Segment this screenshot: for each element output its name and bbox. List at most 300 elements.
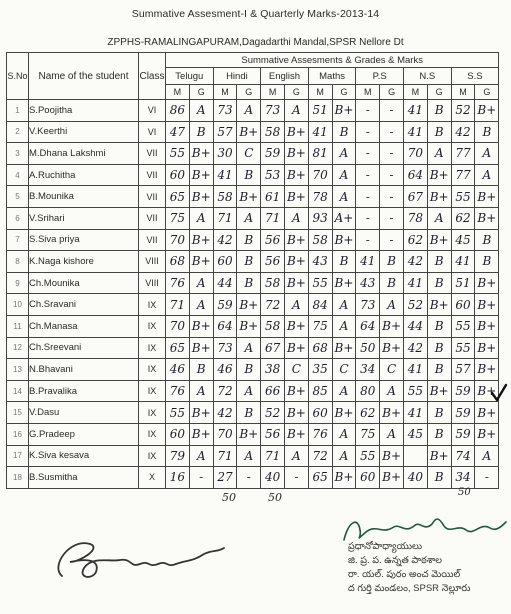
grade-cell: B+ bbox=[475, 402, 499, 424]
marks-cell: 72 bbox=[261, 294, 285, 316]
student-name: B.Mounika bbox=[29, 186, 139, 208]
student-class: VIII bbox=[139, 251, 166, 273]
marks-cell: 80 bbox=[356, 380, 380, 402]
grade-cell: B+ bbox=[189, 423, 213, 445]
grade-cell: A bbox=[237, 380, 261, 402]
student-name: M.Dhana Lakshmi bbox=[29, 143, 139, 165]
marks-cell: 41 bbox=[451, 251, 475, 273]
table-row bbox=[7, 251, 499, 273]
table-row bbox=[7, 229, 499, 251]
marks-cell: 73 bbox=[261, 100, 285, 122]
grade-cell: B bbox=[237, 402, 261, 424]
marks-cell: 41 bbox=[308, 121, 332, 143]
marks-cell: - bbox=[356, 100, 380, 122]
marks-cell: 77 bbox=[451, 164, 475, 186]
row-number: 16 bbox=[7, 423, 29, 445]
grade-cell: A bbox=[475, 164, 499, 186]
grade-cell: B+ bbox=[284, 423, 308, 445]
grade-cell: C bbox=[380, 359, 404, 381]
marks-cell: 38 bbox=[261, 359, 285, 381]
grade-cell: B+ bbox=[284, 121, 308, 143]
marks-cell: 68 bbox=[166, 251, 190, 273]
stamp-line-2: జి. ప్ర. ప. ఉన్నత పాఠశాల bbox=[348, 555, 442, 566]
marks-cell: 42 bbox=[451, 121, 475, 143]
grade-cell: - bbox=[380, 207, 404, 229]
grade-cell: B+ bbox=[427, 445, 451, 467]
grade-cell: A bbox=[189, 294, 213, 316]
marks-cell: 55 bbox=[308, 272, 332, 294]
marks-cell: 55 bbox=[451, 315, 475, 337]
marks-cell: 84 bbox=[308, 294, 332, 316]
grade-cell: B+ bbox=[189, 164, 213, 186]
row-number: 18 bbox=[7, 467, 29, 489]
student-class: IX bbox=[139, 315, 166, 337]
grade-cell: B+ bbox=[332, 402, 356, 424]
teacher-signature bbox=[40, 532, 240, 589]
marks-cell: 58 bbox=[308, 229, 332, 251]
grade-cell: B+ bbox=[427, 164, 451, 186]
grade-cell: A bbox=[332, 294, 356, 316]
group-header: Summative Assesments & Grades & Marks bbox=[166, 53, 499, 68]
marks-cell: 60 bbox=[213, 251, 237, 273]
student-class: IX bbox=[139, 445, 166, 467]
ss-max-annotation: 50 bbox=[458, 487, 471, 498]
marks-cell: 42 bbox=[213, 229, 237, 251]
document-title: Summative Assesment-I & Quarterly Marks-2013-14 bbox=[131, 8, 380, 20]
grade-cell: A bbox=[237, 100, 261, 122]
marks-cell: 75 bbox=[166, 207, 190, 229]
grade-cell: B bbox=[380, 251, 404, 273]
marks-subheader: M bbox=[403, 85, 427, 100]
student-class: IX bbox=[139, 294, 166, 316]
row-number: 6 bbox=[7, 207, 29, 229]
marks-cell: 58 bbox=[261, 315, 285, 337]
marks-subheader: M bbox=[451, 85, 475, 100]
marks-cell: 64 bbox=[403, 164, 427, 186]
marks-cell: 59 bbox=[261, 143, 285, 165]
grade-cell: B+ bbox=[475, 207, 499, 229]
row-number: 14 bbox=[7, 380, 29, 402]
marks-cell: 41 bbox=[213, 164, 237, 186]
grade-cell: B+ bbox=[284, 315, 308, 337]
marks-cell: 60 bbox=[451, 294, 475, 316]
grade-cell: A bbox=[189, 272, 213, 294]
marks-cell: 60 bbox=[166, 423, 190, 445]
marks-cell: 57 bbox=[451, 359, 475, 381]
marks-cell: 60 bbox=[166, 164, 190, 186]
marks-cell: 78 bbox=[403, 207, 427, 229]
marks-cell: 45 bbox=[451, 229, 475, 251]
marks-cell: 77 bbox=[451, 143, 475, 165]
marks-cell: 51 bbox=[308, 100, 332, 122]
grade-cell: B bbox=[237, 251, 261, 273]
table-row bbox=[7, 164, 499, 186]
marks-cell: 71 bbox=[261, 207, 285, 229]
student-name: Ch.Manasa bbox=[29, 315, 139, 337]
marks-cell: - bbox=[356, 229, 380, 251]
marks-cell: 41 bbox=[403, 121, 427, 143]
check-mark-icon bbox=[490, 383, 508, 408]
marks-cell: 70 bbox=[403, 143, 427, 165]
marks-cell: 71 bbox=[213, 207, 237, 229]
row-number: 1 bbox=[7, 100, 29, 122]
grade-cell: A bbox=[237, 445, 261, 467]
grade-cell: B+ bbox=[284, 251, 308, 273]
row-number: 15 bbox=[7, 402, 29, 424]
grade-cell: B bbox=[427, 100, 451, 122]
grade-cell: B+ bbox=[284, 164, 308, 186]
student-class: VII bbox=[139, 186, 166, 208]
grade-cell: A bbox=[237, 337, 261, 359]
marks-cell: 74 bbox=[451, 445, 475, 467]
grade-cell: B bbox=[427, 315, 451, 337]
row-number: 2 bbox=[7, 121, 29, 143]
table-row bbox=[7, 359, 499, 381]
grade-cell: B bbox=[427, 359, 451, 381]
row-number: 17 bbox=[7, 445, 29, 467]
grade-cell: B bbox=[237, 164, 261, 186]
grade-cell: A bbox=[332, 445, 356, 467]
marks-cell: 59 bbox=[451, 402, 475, 424]
grade-cell: A bbox=[237, 207, 261, 229]
grade-cell: B+ bbox=[189, 186, 213, 208]
grade-cell: B+ bbox=[237, 315, 261, 337]
student-name: S.Poojitha bbox=[29, 100, 139, 122]
marks-subheader: M bbox=[213, 85, 237, 100]
marks-cell: 76 bbox=[166, 380, 190, 402]
marks-cell: 40 bbox=[403, 467, 427, 489]
marks-cell: - bbox=[356, 164, 380, 186]
grade-cell: A bbox=[189, 445, 213, 467]
marks-cell: 70 bbox=[166, 229, 190, 251]
marks-cell: 70 bbox=[166, 315, 190, 337]
table-row bbox=[7, 294, 499, 316]
marks-cell: 30 bbox=[213, 143, 237, 165]
row-number: 10 bbox=[7, 294, 29, 316]
grade-cell: A bbox=[332, 315, 356, 337]
grade-cell: B+ bbox=[332, 229, 356, 251]
table-row bbox=[7, 207, 499, 229]
subject-header: N.S bbox=[403, 68, 451, 85]
grade-cell: A bbox=[380, 423, 404, 445]
marks-cell: 64 bbox=[213, 315, 237, 337]
grade-cell: A bbox=[332, 164, 356, 186]
marks-cell: 51 bbox=[451, 272, 475, 294]
grade-cell: B bbox=[237, 359, 261, 381]
grade-cell: B+ bbox=[332, 272, 356, 294]
grade-cell: B+ bbox=[427, 294, 451, 316]
marks-cell: 42 bbox=[213, 402, 237, 424]
marks-cell: 71 bbox=[213, 445, 237, 467]
stamp-line-1: ప్రధానోపాధ్యాయులు bbox=[348, 541, 423, 552]
grade-cell: B+ bbox=[237, 121, 261, 143]
grade-cell: C bbox=[284, 359, 308, 381]
row-number: 13 bbox=[7, 359, 29, 381]
marks-cell: 58 bbox=[261, 272, 285, 294]
grade-cell: B bbox=[427, 272, 451, 294]
row-number: 9 bbox=[7, 272, 29, 294]
marks-cell: 41 bbox=[403, 359, 427, 381]
student-name: A.Ruchitha bbox=[29, 164, 139, 186]
marks-cell: 71 bbox=[261, 445, 285, 467]
marks-cell: 62 bbox=[356, 402, 380, 424]
grade-cell: B+ bbox=[189, 251, 213, 273]
hindi-max-annotation: 50 bbox=[268, 491, 282, 504]
marks-cell: 70 bbox=[308, 164, 332, 186]
grade-cell: B+ bbox=[189, 315, 213, 337]
grade-cell: B+ bbox=[284, 272, 308, 294]
grade-cell: B+ bbox=[475, 423, 499, 445]
student-name: Ch.Sreevani bbox=[29, 337, 139, 359]
student-name: N.Bhavani bbox=[29, 359, 139, 381]
grade-cell: B+ bbox=[475, 359, 499, 381]
marks-cell: 53 bbox=[261, 164, 285, 186]
student-class: IX bbox=[139, 402, 166, 424]
subject-header: Hindi bbox=[213, 68, 261, 85]
row-number: 3 bbox=[7, 143, 29, 165]
grade-cell: B+ bbox=[475, 272, 499, 294]
grade-cell: - bbox=[380, 143, 404, 165]
grade-cell: - bbox=[380, 229, 404, 251]
grade-cell: B bbox=[189, 121, 213, 143]
marks-cell: 47 bbox=[166, 121, 190, 143]
marks-cell: 42 bbox=[403, 337, 427, 359]
marks-cell: - bbox=[356, 207, 380, 229]
grade-cell: B+ bbox=[284, 143, 308, 165]
marks-cell: 59 bbox=[451, 423, 475, 445]
table-row bbox=[7, 121, 499, 143]
grade-cell: B+ bbox=[189, 402, 213, 424]
marks-cell: 67 bbox=[261, 337, 285, 359]
marks-cell: 58 bbox=[261, 121, 285, 143]
marks-cell: 55 bbox=[356, 445, 380, 467]
student-class: VI bbox=[139, 121, 166, 143]
marks-cell: 73 bbox=[213, 100, 237, 122]
row-number: 12 bbox=[7, 337, 29, 359]
marks-cell: 27 bbox=[213, 467, 237, 489]
marks-cell: 85 bbox=[308, 380, 332, 402]
grade-cell: B+ bbox=[237, 186, 261, 208]
grade-cell: A bbox=[332, 143, 356, 165]
grade-cell: B bbox=[475, 229, 499, 251]
marks-cell: 42 bbox=[403, 251, 427, 273]
student-name: Ch.Mounika bbox=[29, 272, 139, 294]
school-name: ZPPHS-RAMALINGAPURAM,Dagadarthi Mandal,SPSR Nellore Dt bbox=[107, 37, 404, 48]
subject-header: Maths bbox=[308, 68, 356, 85]
grade-cell: - bbox=[475, 467, 499, 489]
grade-cell: B+ bbox=[284, 337, 308, 359]
marks-cell: 55 bbox=[166, 402, 190, 424]
student-class: VII bbox=[139, 164, 166, 186]
marks-cell: 55 bbox=[403, 380, 427, 402]
marks-cell: 34 bbox=[356, 359, 380, 381]
grade-cell: B+ bbox=[380, 402, 404, 424]
marks-cell: 60 bbox=[308, 402, 332, 424]
grade-cell: - bbox=[380, 121, 404, 143]
grade-cell: B bbox=[427, 337, 451, 359]
grade-cell: A bbox=[284, 294, 308, 316]
grade-cell: B+ bbox=[332, 467, 356, 489]
marks-cell: 41 bbox=[403, 272, 427, 294]
table-row bbox=[7, 186, 499, 208]
grade-cell: A bbox=[189, 380, 213, 402]
grade-cell: B+ bbox=[427, 186, 451, 208]
grade-cell: - bbox=[380, 186, 404, 208]
grade-cell: B+ bbox=[380, 467, 404, 489]
grade-cell: B+ bbox=[284, 402, 308, 424]
marks-cell: 56 bbox=[261, 251, 285, 273]
student-name: V.Keerthi bbox=[29, 121, 139, 143]
marks-cell: 71 bbox=[166, 294, 190, 316]
marks-cell: 43 bbox=[356, 272, 380, 294]
grade-cell: A bbox=[427, 207, 451, 229]
stamp-line-4: ద గుర్తి మండలం, SPSR నెల్లూరు bbox=[348, 583, 471, 594]
grade-cell: B+ bbox=[475, 380, 499, 402]
marks-cell: 72 bbox=[308, 445, 332, 467]
marks-cell: 41 bbox=[356, 251, 380, 273]
table-row bbox=[7, 143, 499, 165]
marks-cell: 61 bbox=[261, 186, 285, 208]
grade-cell: A bbox=[380, 380, 404, 402]
marks-cell: 78 bbox=[308, 186, 332, 208]
marks-cell: - bbox=[356, 143, 380, 165]
marks-cell: 81 bbox=[308, 143, 332, 165]
grade-cell: B+ bbox=[284, 380, 308, 402]
grade-cell: - bbox=[380, 164, 404, 186]
grade-cell: B+ bbox=[189, 337, 213, 359]
student-class: VII bbox=[139, 143, 166, 165]
telugu-max-annotation: 50 bbox=[222, 491, 236, 504]
table-row bbox=[7, 467, 499, 489]
marks-cell: 93 bbox=[308, 207, 332, 229]
grade-cell: B+ bbox=[427, 380, 451, 402]
student-class: VI bbox=[139, 100, 166, 122]
grade-cell: A bbox=[475, 445, 499, 467]
grade-cell: A bbox=[475, 143, 499, 165]
marks-cell: 41 bbox=[403, 100, 427, 122]
marks-cell: 59 bbox=[451, 380, 475, 402]
grade-cell: B+ bbox=[427, 229, 451, 251]
grade-cell: B+ bbox=[189, 229, 213, 251]
marks-cell: 34 bbox=[451, 467, 475, 489]
student-name: K.Siva kesava bbox=[29, 445, 139, 467]
marks-cell: 55 bbox=[451, 186, 475, 208]
marks-cell: 56 bbox=[261, 229, 285, 251]
grade-cell: A bbox=[189, 100, 213, 122]
table-row bbox=[7, 423, 499, 445]
marks-cell: 45 bbox=[403, 423, 427, 445]
grade-cell: B+ bbox=[237, 294, 261, 316]
student-class: IX bbox=[139, 337, 166, 359]
grade-cell: B bbox=[427, 121, 451, 143]
marks-cell: 50 bbox=[356, 337, 380, 359]
subject-header: English bbox=[261, 68, 309, 85]
marks-cell: 67 bbox=[403, 186, 427, 208]
marks-cell: 55 bbox=[166, 143, 190, 165]
student-class: VIII bbox=[139, 272, 166, 294]
marks-cell: 73 bbox=[356, 294, 380, 316]
marks-cell: 75 bbox=[356, 423, 380, 445]
headmaster-stamp bbox=[348, 540, 508, 596]
marks-cell: 75 bbox=[308, 315, 332, 337]
grade-cell: A bbox=[284, 445, 308, 467]
grade-cell: B+ bbox=[332, 100, 356, 122]
grade-cell: B+ bbox=[189, 143, 213, 165]
marks-cell: 70 bbox=[213, 423, 237, 445]
marks-cell: 43 bbox=[308, 251, 332, 273]
marks-cell: 66 bbox=[261, 380, 285, 402]
grade-subheader: G bbox=[475, 85, 499, 100]
grade-cell: A bbox=[380, 294, 404, 316]
sno-header: S.No bbox=[7, 53, 29, 100]
grade-cell: - bbox=[380, 100, 404, 122]
grade-subheader: G bbox=[284, 85, 308, 100]
marks-cell bbox=[403, 445, 427, 467]
grade-cell: - bbox=[284, 467, 308, 489]
grade-cell: B bbox=[189, 359, 213, 381]
marks-cell: 55 bbox=[451, 337, 475, 359]
grade-cell: B bbox=[332, 251, 356, 273]
grade-cell: A bbox=[332, 423, 356, 445]
marks-cell: 58 bbox=[213, 186, 237, 208]
grade-cell: A bbox=[332, 186, 356, 208]
table-row bbox=[7, 272, 499, 294]
grade-cell: B bbox=[427, 467, 451, 489]
marks-table bbox=[6, 52, 499, 489]
marks-cell: 35 bbox=[308, 359, 332, 381]
grade-cell: - bbox=[237, 467, 261, 489]
marks-cell: 65 bbox=[166, 337, 190, 359]
grade-cell: B+ bbox=[475, 337, 499, 359]
grade-cell: A bbox=[189, 207, 213, 229]
marks-cell: 40 bbox=[261, 467, 285, 489]
marks-cell: 76 bbox=[166, 272, 190, 294]
grade-subheader: G bbox=[189, 85, 213, 100]
student-name: S.Siva priya bbox=[29, 229, 139, 251]
grade-cell: - bbox=[189, 467, 213, 489]
grade-cell: B+ bbox=[475, 186, 499, 208]
grade-cell: B+ bbox=[380, 445, 404, 467]
table-row bbox=[7, 337, 499, 359]
marks-cell: 52 bbox=[451, 100, 475, 122]
grade-subheader: G bbox=[427, 85, 451, 100]
marks-cell: 56 bbox=[261, 423, 285, 445]
grade-cell: B bbox=[427, 423, 451, 445]
table-row bbox=[7, 100, 499, 122]
grade-cell: B bbox=[427, 251, 451, 273]
grade-subheader: G bbox=[237, 85, 261, 100]
grade-cell: B bbox=[475, 121, 499, 143]
marks-cell: 57 bbox=[213, 121, 237, 143]
marks-cell: 59 bbox=[213, 294, 237, 316]
student-class: IX bbox=[139, 423, 166, 445]
name-header: Name of the student bbox=[29, 53, 139, 100]
student-name: B.Susmitha bbox=[29, 467, 139, 489]
student-name: G.Pradeep bbox=[29, 423, 139, 445]
table-row bbox=[7, 380, 499, 402]
table-row bbox=[7, 315, 499, 337]
grade-cell: B+ bbox=[380, 337, 404, 359]
student-class: VII bbox=[139, 207, 166, 229]
marks-cell: 65 bbox=[308, 467, 332, 489]
marks-cell: 79 bbox=[166, 445, 190, 467]
marks-subheader: M bbox=[166, 85, 190, 100]
marks-subheader: M bbox=[308, 85, 332, 100]
grade-cell: B bbox=[380, 272, 404, 294]
grade-cell: B+ bbox=[332, 337, 356, 359]
grade-cell: B+ bbox=[237, 423, 261, 445]
row-number: 8 bbox=[7, 251, 29, 273]
